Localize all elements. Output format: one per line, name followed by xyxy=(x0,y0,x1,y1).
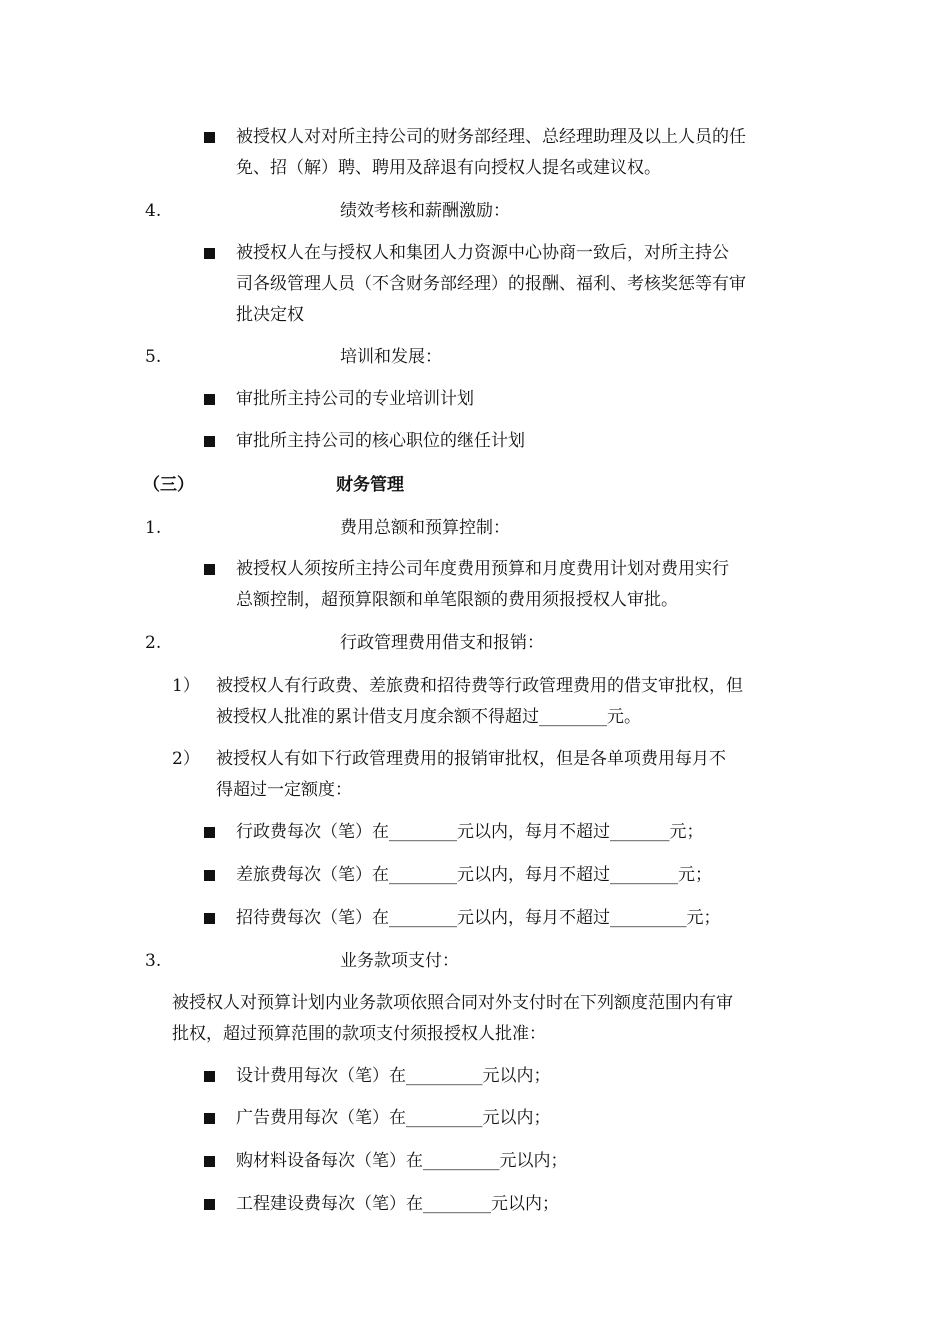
sub-item-text: 被授权人有行政费、差旅费和招待费等行政管理费用的借支审批权，但 xyxy=(216,676,743,696)
paragraph-text: 批权，超过预算范围的款项支付须报授权人批准： xyxy=(172,1024,546,1044)
item-number: 3. xyxy=(145,951,162,971)
item-heading: 行政管理费用借支和报销： xyxy=(340,633,544,653)
bullet-text: 审批所主持公司的核心职位的继任计划 xyxy=(236,431,525,451)
bullet-text: 总额控制，超预算限额和单笔限额的费用须报授权人审批。 xyxy=(236,590,678,610)
item-heading: 培训和发展： xyxy=(340,347,442,367)
section-title: 财务管理 xyxy=(336,475,404,495)
bullet-square-icon xyxy=(204,1199,215,1210)
sub-item-number: 2） xyxy=(172,749,200,769)
sub-item-number: 1） xyxy=(172,676,200,696)
sub-item-text: 被授权人批准的累计借支月度余额不得超过________元。 xyxy=(216,707,641,727)
item-heading: 费用总额和预算控制： xyxy=(340,518,510,538)
item-heading: 绩效考核和薪酬激励： xyxy=(340,201,510,221)
sub-item-text: 得超过一定额度： xyxy=(216,780,352,800)
bullet-text: 广告费用每次（笔）在_________元以内； xyxy=(236,1108,551,1128)
item-heading: 业务款项支付： xyxy=(340,951,459,971)
bullet-text: 批决定权 xyxy=(236,305,304,325)
bullet-square-icon xyxy=(204,132,215,143)
bullet-square-icon xyxy=(204,1071,215,1082)
item-number: 5. xyxy=(145,347,162,367)
paragraph-text: 被授权人对预算计划内业务款项依照合同对外支付时在下列额度范围内有审 xyxy=(172,993,733,1013)
bullet-text: 被授权人在与授权人和集团人力资源中心协商一致后，对所主持公 xyxy=(236,243,729,263)
bullet-square-icon xyxy=(204,248,215,259)
bullet-square-icon xyxy=(204,870,215,881)
bullet-text: 行政费每次（笔）在________元以内，每月不超过_______元； xyxy=(236,822,704,842)
bullet-text: 招待费每次（笔）在________元以内，每月不超过_________元； xyxy=(236,908,721,928)
bullet-text: 差旅费每次（笔）在________元以内，每月不超过________元； xyxy=(236,865,712,885)
bullet-text: 工程建设费每次（笔）在________元以内； xyxy=(236,1194,559,1214)
bullet-square-icon xyxy=(204,827,215,838)
sub-item-text: 被授权人有如下行政管理费用的报销审批权，但是各单项费用每月不 xyxy=(216,749,726,769)
bullet-text: 被授权人对对所主持公司的财务部经理、总经理助理及以上人员的任 xyxy=(236,127,746,147)
bullet-text: 审批所主持公司的专业培训计划 xyxy=(236,389,474,409)
bullet-text: 司各级管理人员（不含财务部经理）的报酬、福利、考核奖惩等有审 xyxy=(236,274,746,294)
bullet-square-icon xyxy=(204,913,215,924)
bullet-square-icon xyxy=(204,394,215,405)
bullet-text: 设计费用每次（笔）在_________元以内； xyxy=(236,1066,551,1086)
bullet-square-icon xyxy=(204,436,215,447)
bullet-text: 被授权人须按所主持公司年度费用预算和月度费用计划对费用实行 xyxy=(236,559,729,579)
bullet-square-icon xyxy=(204,1156,215,1167)
item-number: 4. xyxy=(145,201,162,221)
bullet-square-icon xyxy=(204,1113,215,1124)
item-number: 2. xyxy=(145,633,162,653)
bullet-text: 购材料设备每次（笔）在_________元以内； xyxy=(236,1151,568,1171)
bullet-text: 免、招（解）聘、聘用及辞退有向授权人提名或建议权。 xyxy=(236,158,661,178)
bullet-square-icon xyxy=(204,564,215,575)
item-number: 1. xyxy=(145,518,162,538)
section-number: （三） xyxy=(143,475,194,495)
